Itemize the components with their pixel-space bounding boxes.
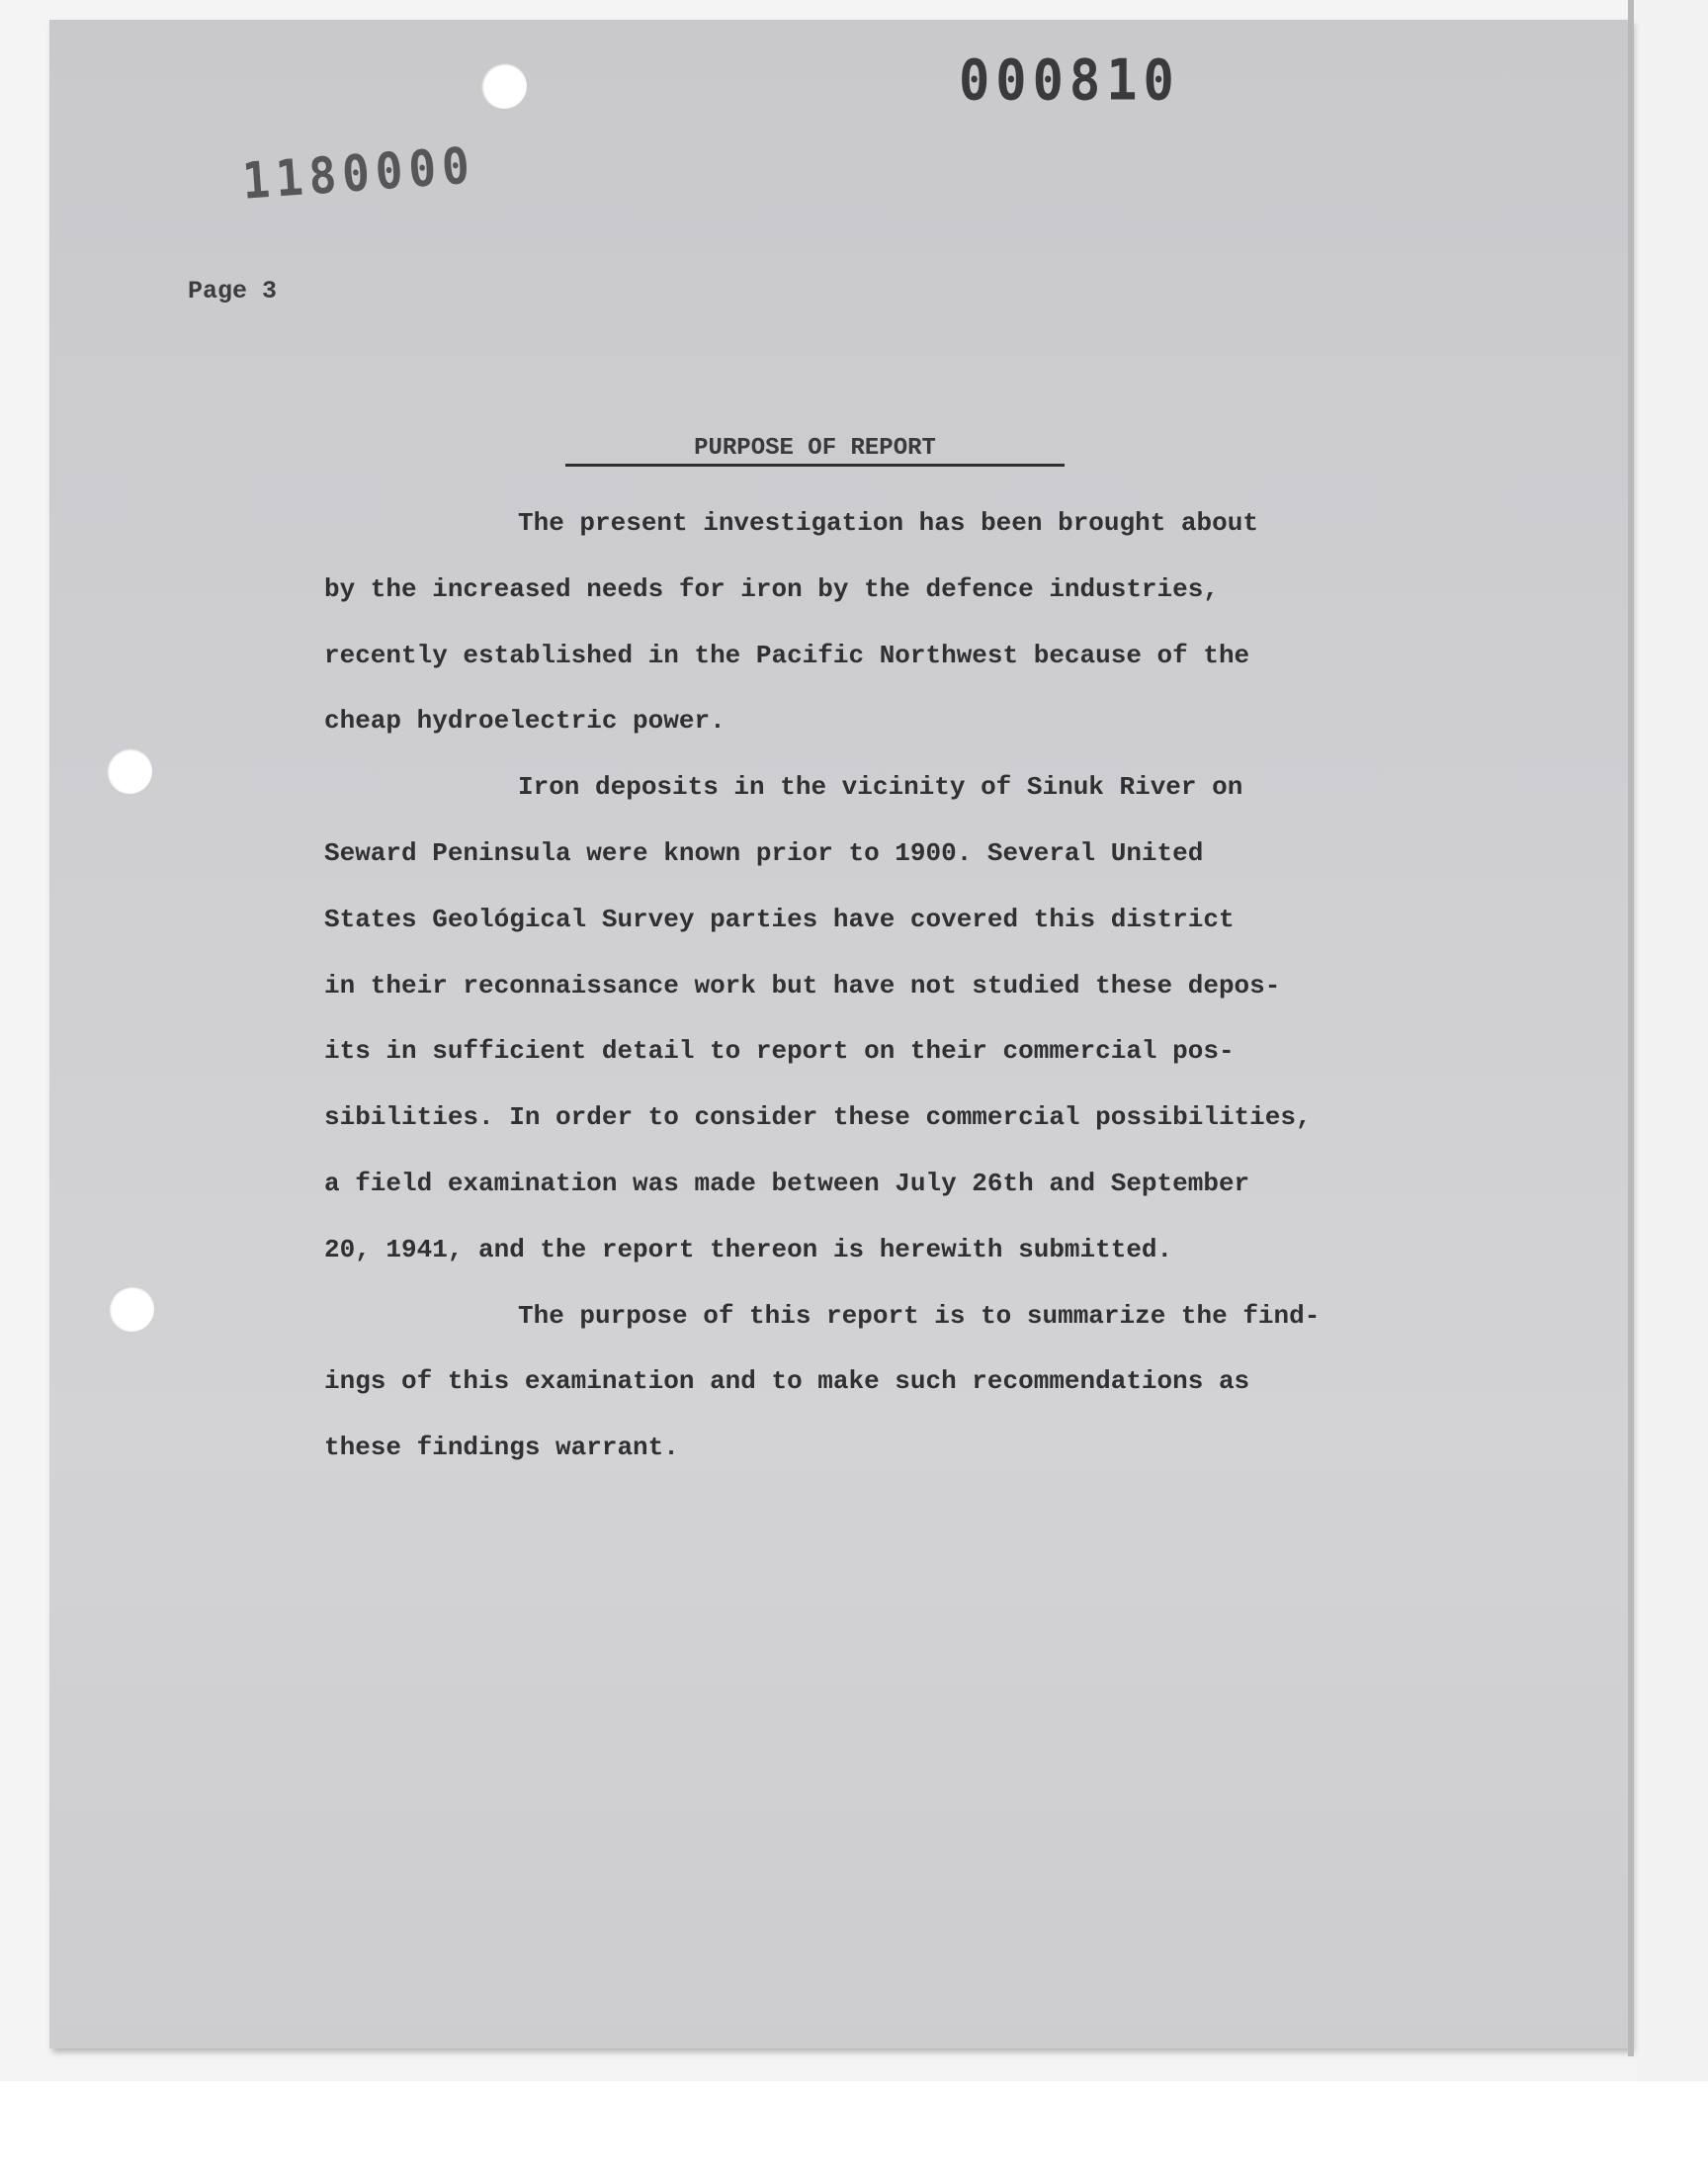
paragraph-1-line-4: cheap hydroelectric power.	[324, 706, 726, 737]
paragraph-2-line-2: Seward Peninsula were known prior to 1900. Several United	[324, 837, 1204, 868]
paragraph-3-line-2: ings of this examination and to make such recommendations as	[324, 1366, 1250, 1397]
punch-hole-bottom	[109, 1286, 154, 1332]
paragraph-3-line-1: The purpose of this report is to summarize the find-	[518, 1300, 1321, 1331]
page-number: Page 3	[188, 277, 278, 305]
paragraph-2-line-4: in their reconnaissance work but have not studied these depos-	[324, 970, 1281, 1000]
paragraph-1-line-1: The present investigation has been brought about	[518, 508, 1258, 538]
paragraph-2-line-1: Iron deposits in the vicinity of Sinuk River on	[518, 772, 1243, 803]
stamp-number-top: 00⁢0810	[959, 48, 1180, 114]
paragraph-2-line-8: 20, 1941, and the report thereon is herewith submitted.	[324, 1234, 1173, 1264]
punch-hole-top	[481, 63, 527, 109]
stamp-number-left: 1180000	[240, 135, 477, 211]
section-heading: PURPOSE OF REPORT	[565, 435, 1065, 467]
punch-hole-middle	[107, 748, 152, 794]
paragraph-2-line-3: States Geológical Survey parties have covered this district	[324, 904, 1235, 934]
page-edge	[1628, 0, 1634, 2056]
body-text	[324, 490, 1392, 1481]
paragraph-1-line-3: recently established in the Pacific Northwest because of the	[324, 640, 1250, 670]
scanner-background	[0, 2081, 1708, 2175]
scanner-margin	[1636, 0, 1708, 2081]
paragraph-2-line-7: a field examination was made between July 26th and September	[324, 1168, 1250, 1198]
paragraph-2-line-6: sibilities. In order to consider these commercial possibilities,	[324, 1102, 1312, 1133]
paragraph-3-line-3: these findings warrant.	[324, 1433, 679, 1463]
paragraph-1-line-2: by the increased needs for iron by the defence industries,	[324, 573, 1219, 604]
paragraph-2-line-5: its in sufficient detail to report on their commercial pos-	[324, 1036, 1235, 1067]
